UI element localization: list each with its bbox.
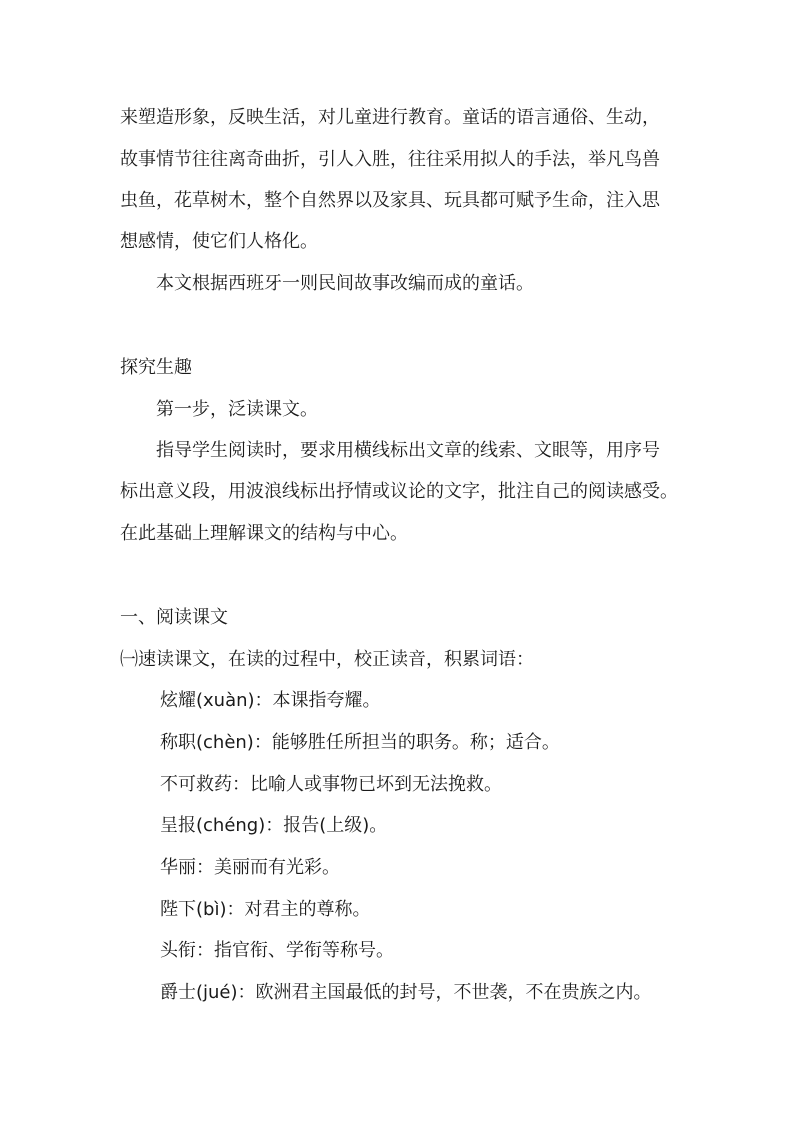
explore-heading: 探究生趣 — [120, 357, 192, 378]
glossary-item: 炫耀(xuàn)：本课指夸耀。 — [160, 690, 381, 711]
guide-paragraph-line: 指导学生阅读时，要求用横线标出文章的线索、文眼等，用序号 — [156, 440, 660, 461]
glossary-item: 爵士(jué)：欧洲君主国最低的封号，不世袭，不在贵族之内。 — [160, 982, 652, 1003]
glossary-item: 华丽：美丽而有光彩。 — [160, 857, 340, 878]
glossary-item: 呈报(chéng)：报告(上级)。 — [160, 815, 388, 836]
read-section-heading: 一、阅读课文 — [120, 607, 228, 628]
glossary-item: 称职(chèn)：能够胜任所担当的职务。称；适合。 — [160, 732, 560, 753]
glossary-item: 陛下(bì)：对君主的尊称。 — [160, 899, 371, 920]
guide-paragraph-line: 标出意义段，用波浪线标出抒情或议论的文字，批注自己的阅读感受。 — [120, 481, 678, 502]
intro-paragraph-line: 想感情，使它们人格化。 — [120, 231, 318, 252]
intro-paragraph-line: 故事情节往往离奇曲折，引人入胜，往往采用拟人的手法，举凡鸟兽 — [120, 149, 660, 170]
intro-paragraph-line: 来塑造形象，反映生活，对儿童进行教育。童话的语言通俗、生动， — [120, 107, 660, 128]
glossary-item: 不可救药：比喻人或事物已坏到无法挽救。 — [160, 774, 502, 795]
guide-paragraph-line: 在此基础上理解课文的结构与中心。 — [120, 523, 408, 544]
read-subheading: ㈠速读课文，在读的过程中，校正读音，积累词语： — [120, 649, 534, 670]
step-one-text: 第一步，泛读课文。 — [156, 399, 318, 420]
intro-paragraph-line: 虫鱼，花草树木，整个自然界以及家具、玩具都可赋予生命，注入思 — [120, 190, 660, 211]
source-paragraph: 本文根据西班牙一则民间故事改编而成的童话。 — [156, 273, 534, 294]
glossary-item: 头衔：指官衔、学衔等称号。 — [160, 940, 394, 961]
